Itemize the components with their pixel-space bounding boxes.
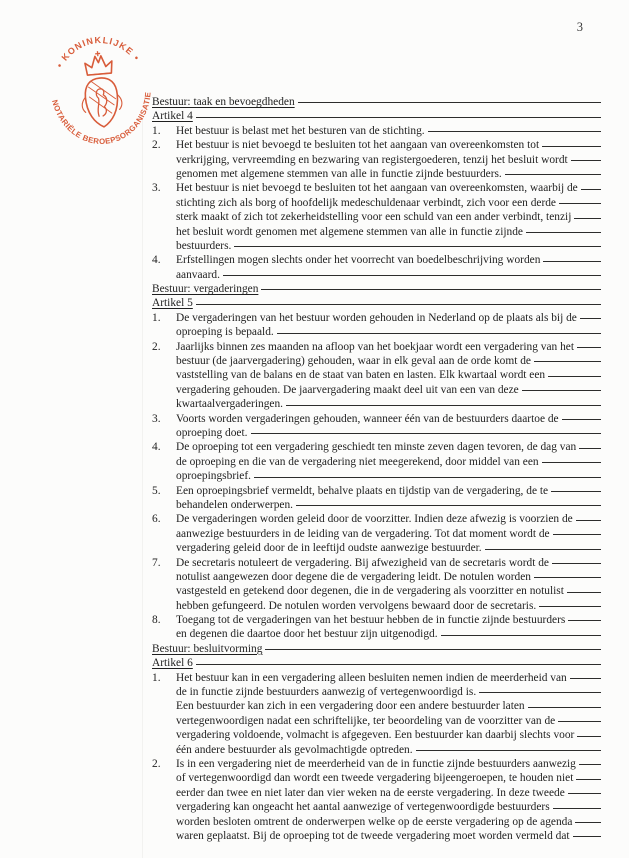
line-text: bestuur (de jaarvergadering) gehouden, waar in elk geval aan de orde komt de <box>176 355 531 368</box>
line-text: vaststelling van de balans en de staat van baten en lasten. Elk kwartaal wordt een <box>176 369 546 382</box>
heading-line <box>152 656 602 670</box>
line-text: Artikel 4 <box>152 110 193 123</box>
dash-filler <box>441 627 602 641</box>
line-text: vastgesteld en getekend door degenen, die in de vergadering als voorzitter en notulist <box>176 585 564 598</box>
dash-filler <box>526 225 602 239</box>
text-line <box>152 599 602 613</box>
line-text: eerder dan twee en niet later dan vier weken na de eerste vergadering. In deze tweede <box>176 786 565 799</box>
dash-filler <box>571 153 602 167</box>
text-line <box>152 527 602 541</box>
dash-filler <box>574 210 602 224</box>
dash-filler <box>568 786 602 800</box>
text-line <box>152 743 602 757</box>
item-number <box>152 268 176 282</box>
text-line <box>152 167 602 181</box>
text-line <box>152 440 602 454</box>
item-number <box>152 455 176 469</box>
line-text: vergadering voldoende, volmacht is afgegeven. Een bestuurder kan daarbij slechts voor <box>176 729 575 742</box>
text-line <box>152 124 602 138</box>
dash-filler <box>577 340 602 354</box>
dash-filler <box>568 613 602 627</box>
dash-filler <box>553 800 602 814</box>
line-text: De vergaderingen worden geleid door de voorzitter. Indien deze afwezig is voorzien de <box>176 513 573 526</box>
dash-filler <box>479 685 602 699</box>
text-line <box>152 426 602 440</box>
item-number <box>152 714 176 728</box>
dash-filler <box>559 196 602 210</box>
line-text: Artikel 5 <box>152 297 193 310</box>
dash-filler <box>573 829 602 843</box>
document-body <box>152 95 602 843</box>
dash-filler <box>265 642 602 656</box>
item-number: 1. <box>152 671 161 684</box>
item-number <box>152 383 176 397</box>
dash-filler <box>534 354 602 368</box>
dash-filler <box>581 181 602 195</box>
item-number <box>152 426 176 440</box>
line-text: Toegang tot de vergaderingen van het bestuur hebben de in functie zijnde bestuurders <box>176 614 566 627</box>
text-line <box>152 253 602 267</box>
line-text: oproeping is bepaald. <box>176 326 274 339</box>
line-text: de oproeping en die van de vergadering niet meegerekend, door middel van een <box>176 455 539 468</box>
item-number <box>152 627 176 641</box>
text-line <box>152 570 602 584</box>
dash-filler <box>254 469 602 483</box>
dash-filler <box>567 584 602 598</box>
line-text: Het bestuur is niet bevoegd te besluiten tot het aangaan van overeenkomsten tot <box>176 139 540 152</box>
text-line <box>152 340 602 354</box>
line-text: De oproeping tot een vergadering geschiedt ten minste zeven dagen tevoren, de dag van <box>176 441 577 454</box>
item-number: 3. <box>152 182 161 195</box>
line-text: worden besloten omtrent de onderwerpen welke op de eerste vergadering op de agenda <box>176 815 573 828</box>
dash-filler <box>505 167 602 181</box>
text-line <box>152 786 602 800</box>
line-text: De secretaris notuleert de vergadering. Bij afwezigheid van de secretaris wordt de <box>176 556 549 569</box>
text-line <box>152 714 602 728</box>
crown-icon <box>84 50 113 75</box>
text-line <box>152 210 602 224</box>
item-number <box>152 570 176 584</box>
heading-line <box>152 642 602 656</box>
dash-filler <box>223 268 602 282</box>
page-number: 3 <box>576 20 583 34</box>
line-text: hebben gefungeerd. De notulen worden vervolgens bewaard door de secretaris. <box>176 599 537 612</box>
dash-filler <box>542 455 602 469</box>
text-line <box>152 138 602 152</box>
dash-filler <box>552 556 602 570</box>
dash-filler <box>575 815 602 829</box>
item-number <box>152 225 176 239</box>
item-number: 8. <box>152 614 161 627</box>
dash-filler <box>576 512 602 526</box>
text-line <box>152 685 602 699</box>
item-number <box>152 469 176 483</box>
item-number <box>152 771 176 785</box>
line-text: Bestuur: besluitvorming <box>152 642 263 655</box>
line-text: vertegenwoordigen nadat een schriftelijke, ter beoordeling van de voorzitter van de <box>176 714 556 727</box>
text-line <box>152 829 602 843</box>
item-number: 2. <box>152 757 161 770</box>
dash-filler <box>286 397 602 411</box>
item-number <box>152 699 176 713</box>
item-number <box>152 210 176 224</box>
line-text: Bestuur: taak en bevoegdheden <box>152 96 295 108</box>
dash-filler <box>579 440 602 454</box>
dash-filler <box>251 426 603 440</box>
item-number <box>152 829 176 843</box>
dash-filler <box>296 498 602 512</box>
seal-text-bottom: NOTARIËLE BEROEPSORGANISATIE <box>50 91 153 147</box>
dash-filler <box>548 368 602 382</box>
text-line <box>152 311 602 325</box>
line-text: Voorts worden vergaderingen gehouden, wanneer één van de bestuurders daartoe de <box>176 412 559 425</box>
dash-filler <box>485 541 602 555</box>
item-number: 4. <box>152 254 161 267</box>
text-line <box>152 512 602 526</box>
notary-organization-seal-icon <box>35 25 167 159</box>
line-text: Een bestuurder kan zich in een vergadering door een andere bestuurder laten <box>176 700 525 713</box>
line-text: bestuurders. <box>176 239 232 252</box>
heading-line <box>152 109 602 123</box>
dash-filler <box>428 124 602 138</box>
dash-filler <box>553 527 602 541</box>
text-line <box>152 181 602 195</box>
text-line <box>152 368 602 382</box>
lion-shield-icon <box>80 76 124 128</box>
seal-emblem-icon <box>35 25 167 159</box>
item-number: 7. <box>152 556 161 569</box>
text-line <box>152 800 602 814</box>
item-number: 6. <box>152 513 161 526</box>
line-text: Een oproepingsbrief vermeldt, behalve plaats en tijdstip van de vergadering, de te <box>176 484 549 497</box>
line-text: notulist aangewezen door degene die de vergadering leidt. De notulen worden <box>176 570 531 583</box>
svg-text:NOTARIËLE BEROEPSORGANISATIE <box>50 91 157 151</box>
line-text: waren geplaatst. Bij de oproeping tot de tweede vergadering moet worden vermeld dat <box>176 829 570 842</box>
text-line <box>152 556 602 570</box>
line-text: De vergaderingen van het bestuur worden gehouden in Nederland op de plaats als bij de <box>176 311 577 324</box>
text-line <box>152 383 602 397</box>
item-number <box>152 800 176 814</box>
item-number <box>152 584 176 598</box>
item-number: 1. <box>152 124 161 137</box>
line-text: of vertegenwoordigd dan wordt een tweede vergadering bijeengeroepen, te houden niet <box>176 772 574 785</box>
item-number: 2. <box>152 340 161 353</box>
line-text: vergadering gehouden. De jaarvergadering maakt deel uit van een van deze <box>176 383 519 396</box>
dash-filler <box>298 95 602 109</box>
dash-filler <box>551 484 602 498</box>
text-line <box>152 268 602 282</box>
item-number: 2. <box>152 139 161 152</box>
line-text: sterk maakt of zich tot zekerheidstelling voor een schuld van een ander verbindt, tenzij <box>176 211 572 224</box>
dash-filler <box>196 109 602 123</box>
dash-filler <box>580 311 602 325</box>
text-line <box>152 196 602 210</box>
item-number: 4. <box>152 441 161 454</box>
scan-crease-line <box>142 120 143 858</box>
line-text: verkrijging, vervreemding en bezwaring van registergoederen, tenzij het besluit wordt <box>176 153 568 166</box>
line-text: één andere bestuurder als gevolmachtigde optreden. <box>176 743 413 756</box>
text-line <box>152 584 602 598</box>
line-text: behandelen onderwerpen. <box>176 498 294 511</box>
item-number <box>152 196 176 210</box>
dash-filler <box>416 743 602 757</box>
item-number: 5. <box>152 484 161 497</box>
item-number <box>152 354 176 368</box>
line-text: genomen met algemene stemmen van alle in functie zijnde bestuurders. <box>176 167 502 180</box>
line-text: Het bestuur kan in een vergadering alleen besluiten nemen indien de meerderheid van <box>176 671 567 684</box>
line-text: Is in een vergadering niet de meerderheid van de in functie zijnde bestuurders aanwezig <box>176 757 576 770</box>
text-line <box>152 484 602 498</box>
text-line <box>152 354 602 368</box>
item-number <box>152 527 176 541</box>
text-line <box>152 153 602 167</box>
text-line <box>152 627 602 641</box>
line-text: Erfstellingen mogen slechts onder het voorrecht van boedelbeschrijving worden <box>176 254 541 267</box>
item-number: 1. <box>152 311 161 324</box>
text-line <box>152 498 602 512</box>
dash-filler <box>234 239 602 253</box>
item-number <box>152 368 176 382</box>
svg-text:• KONINKLIJKE • <box>52 31 142 70</box>
dash-filler <box>577 728 602 742</box>
heading-line <box>152 296 602 310</box>
item-number <box>152 325 176 339</box>
line-text: het besluit wordt genomen met algemene stemmen van alle in functie zijnde <box>176 225 523 238</box>
line-text: vergadering geleid door de in leeftijd oudste aanwezige bestuurder. <box>176 542 482 555</box>
text-line <box>152 728 602 742</box>
text-line <box>152 325 602 339</box>
dash-filler <box>539 599 602 613</box>
item-number <box>152 815 176 829</box>
text-line <box>152 699 602 713</box>
dash-filler <box>528 699 602 713</box>
item-number <box>152 498 176 512</box>
item-number <box>152 728 176 742</box>
dash-filler <box>196 656 602 670</box>
line-text: en degenen die daartoe door het bestuur zijn uitgenodigd. <box>176 628 438 641</box>
line-text: kwartaalvergaderingen. <box>176 398 283 411</box>
text-line <box>152 613 602 627</box>
text-line <box>152 455 602 469</box>
heading-line <box>152 95 602 109</box>
dash-filler <box>196 296 602 310</box>
text-line <box>152 225 602 239</box>
text-line <box>152 412 602 426</box>
item-number <box>152 599 176 613</box>
item-number <box>152 153 176 167</box>
dash-filler <box>534 570 602 584</box>
text-line <box>152 771 602 785</box>
line-text: Artikel 6 <box>152 657 193 670</box>
seal-text-top: • KONINKLIJKE • <box>54 34 143 70</box>
item-number <box>152 397 176 411</box>
item-number <box>152 239 176 253</box>
dash-filler <box>542 138 602 152</box>
heading-line <box>152 282 602 296</box>
dash-filler <box>522 383 602 397</box>
line-text: stichting zich als borg of hoofdelijk medeschuldenaar verbindt, zich voor een derde <box>176 196 556 209</box>
line-text: oproeping doet. <box>176 426 248 439</box>
item-number: 3. <box>152 412 161 425</box>
text-line <box>152 239 602 253</box>
text-line <box>152 671 602 685</box>
line-text: Het bestuur is belast met het besturen van de stichting. <box>176 124 425 137</box>
line-text: aanwezige bestuurders in de leiding van de vergadering. Tot dat moment wordt de <box>176 527 550 540</box>
dash-filler <box>576 771 602 785</box>
item-number <box>152 541 176 555</box>
item-number <box>152 167 176 181</box>
line-text: vergadering kan ongeacht het aantal aanwezige of vertegenwoordigde bestuurders <box>176 801 550 814</box>
text-line <box>152 397 602 411</box>
line-text: de in functie zijnde bestuurders aanwezig of vertegenwoordigd is. <box>176 686 477 699</box>
text-line <box>152 469 602 483</box>
line-text: aanvaard. <box>176 268 220 281</box>
line-text: Bestuur: vergaderingen <box>152 283 259 296</box>
line-text: oproepingsbrief. <box>176 470 251 483</box>
dash-filler <box>277 325 602 339</box>
text-line <box>152 541 602 555</box>
dash-filler <box>562 412 602 426</box>
line-text: Het bestuur is niet bevoegd te besluiten tot het aangaan van overeenkomsten, waarbij de <box>176 182 578 195</box>
item-number <box>152 786 176 800</box>
item-number <box>152 743 176 757</box>
dash-filler <box>570 671 602 685</box>
item-number <box>152 685 176 699</box>
dash-filler <box>261 282 602 296</box>
dash-filler <box>579 757 602 771</box>
text-line <box>152 757 602 771</box>
line-text: Jaarlijks binnen zes maanden na afloop van het boekjaar wordt een vergadering van het <box>176 340 574 353</box>
text-line <box>152 815 602 829</box>
dash-filler <box>543 253 602 267</box>
dash-filler <box>558 714 602 728</box>
